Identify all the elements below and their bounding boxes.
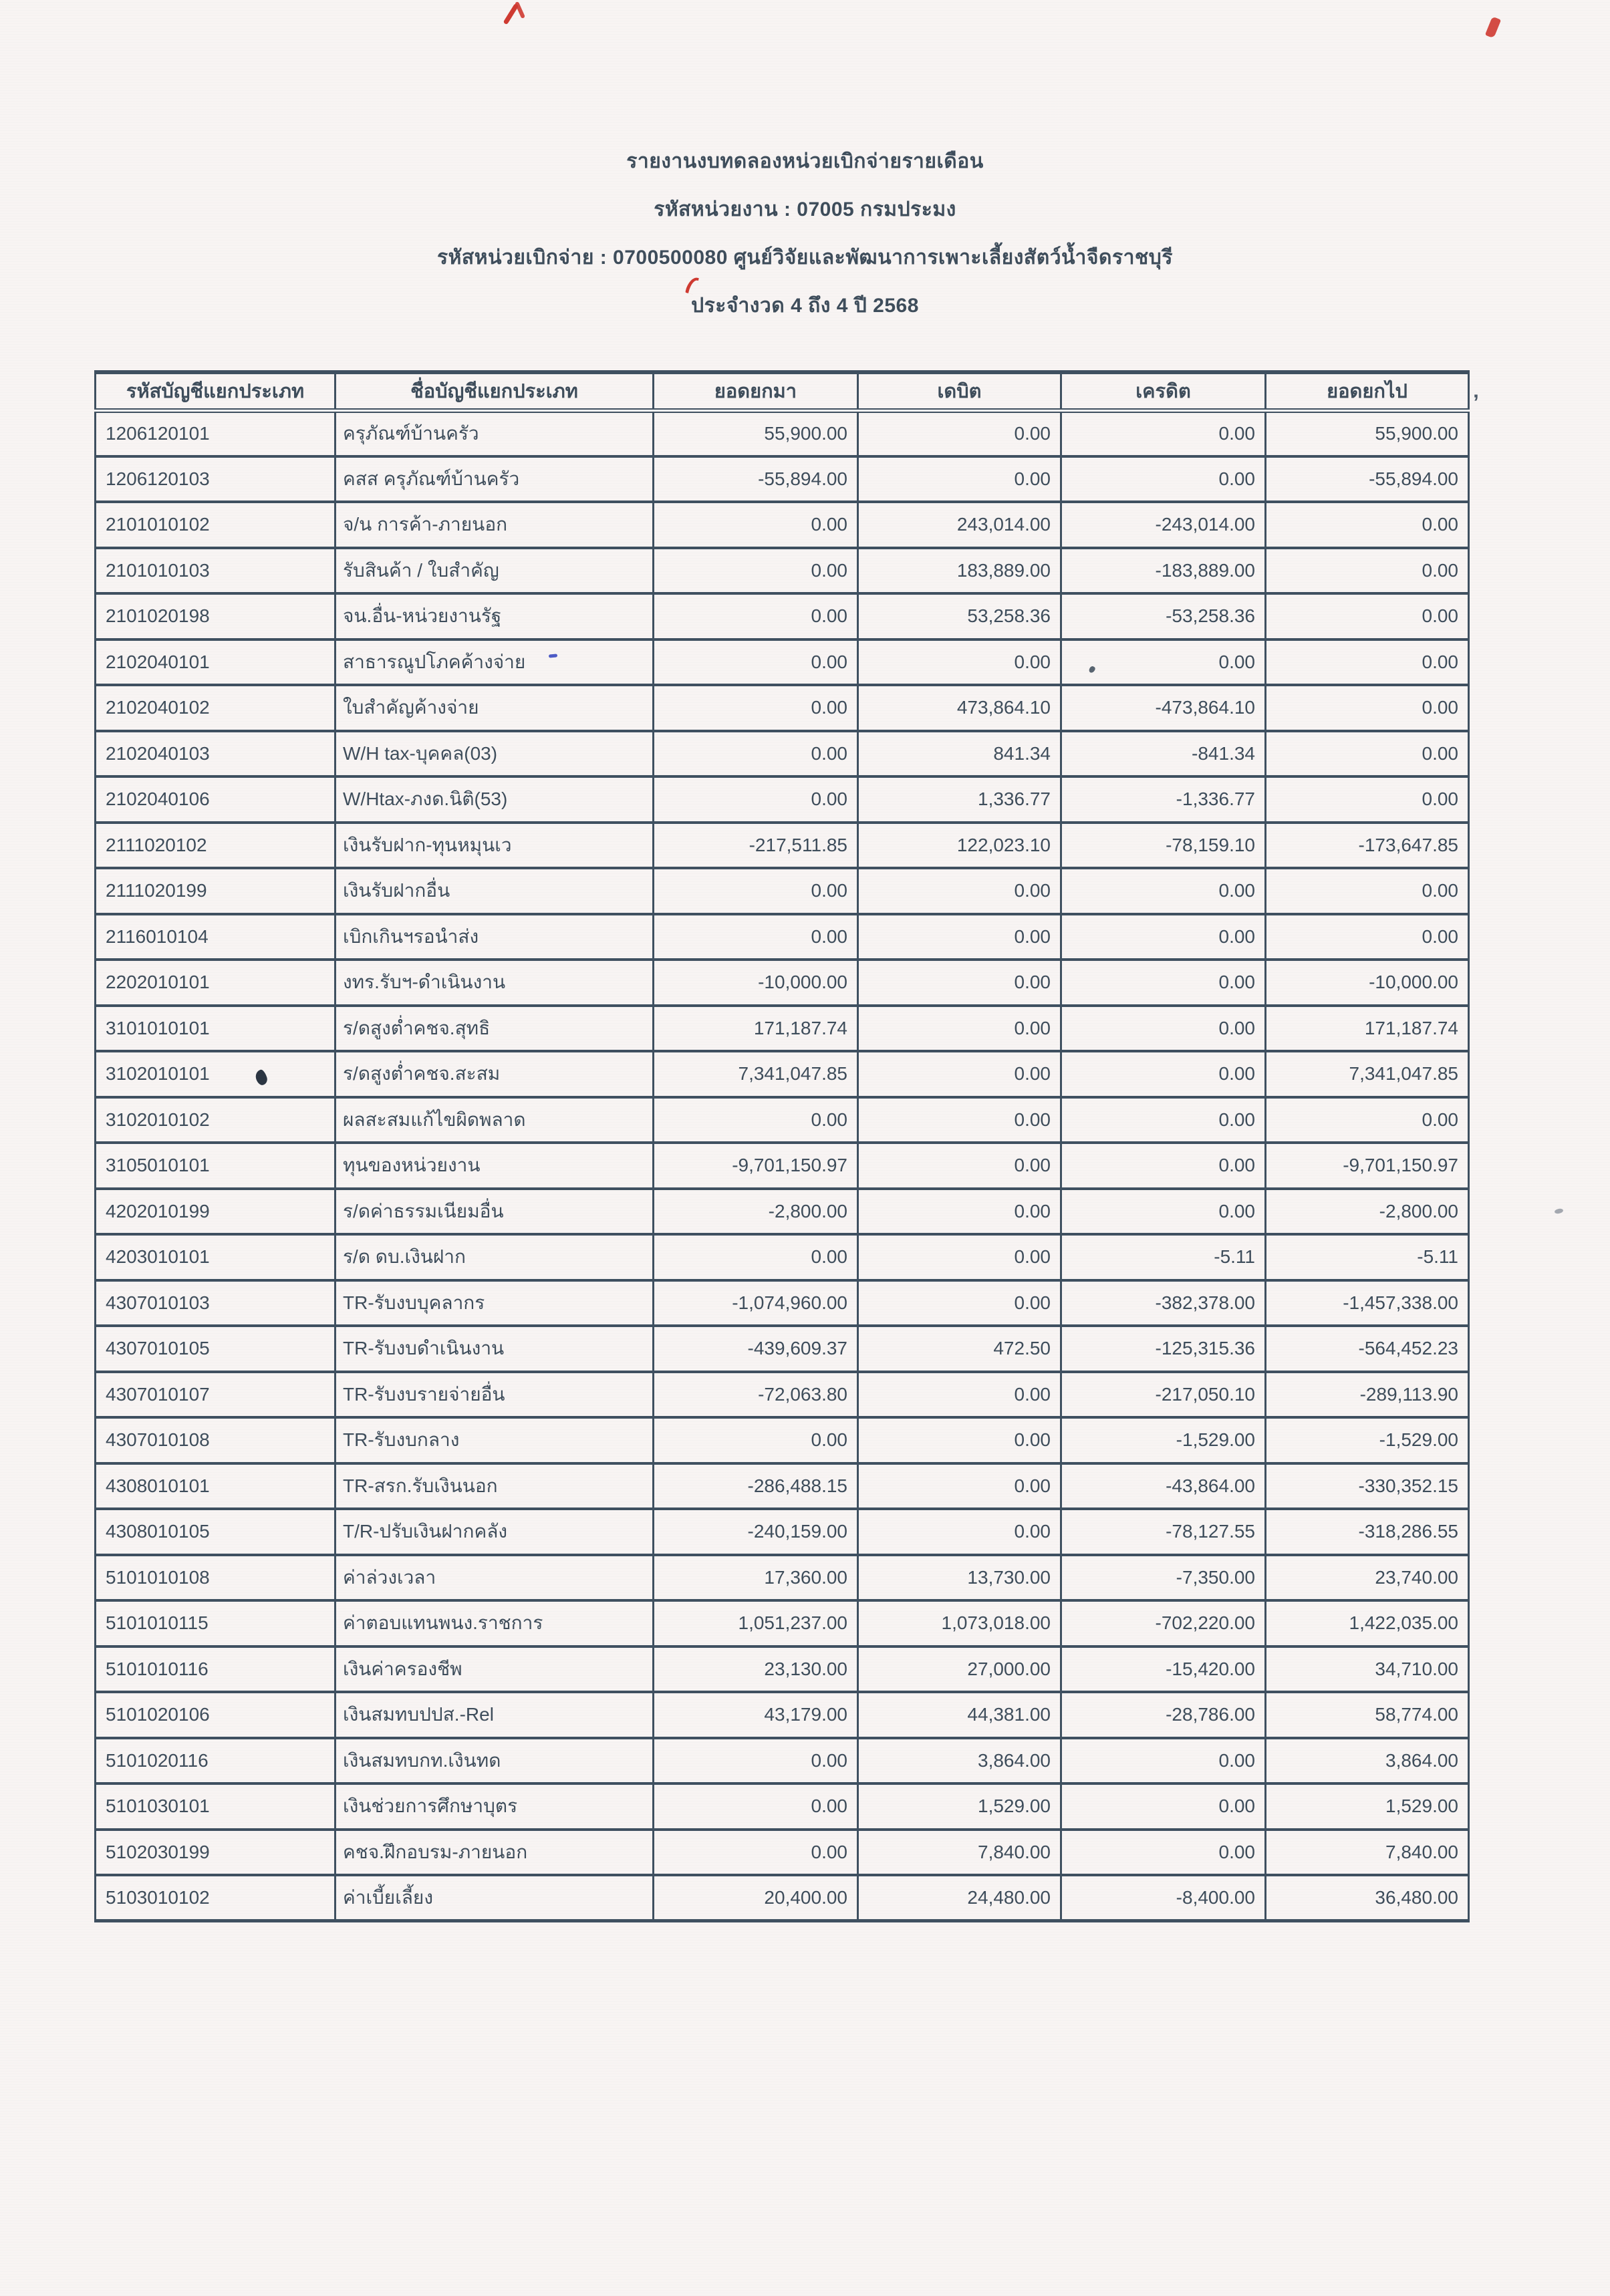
cell-debit: 27,000.00: [858, 1646, 1061, 1693]
cell-ending-balance: 1,422,035.00: [1266, 1600, 1469, 1646]
table-row: [96, 1280, 1469, 1326]
cell-credit: -473,864.10: [1061, 685, 1266, 731]
cell-account-code: 4307010107: [96, 1372, 336, 1418]
cell-account-code: 4307010105: [96, 1326, 336, 1372]
cell-carry-forward: -10,000.00: [654, 960, 858, 1006]
cell-carry-forward: -2,800.00: [654, 1189, 858, 1235]
cell-account-code: 5101010116: [96, 1646, 336, 1693]
cell-account-name: ร/ดค่าธรรมเนียมอื่น: [336, 1189, 654, 1235]
cell-carry-forward: -439,609.37: [654, 1326, 858, 1372]
cell-debit: 472.50: [858, 1326, 1061, 1372]
cell-account-name: ร/ด ดบ.เงินฝาก: [336, 1234, 654, 1280]
cell-debit: 0.00: [858, 1234, 1061, 1280]
cell-credit: 0.00: [1061, 456, 1266, 503]
cell-account-name: ร/ดสูงต่ำคชจ.สะสม: [336, 1051, 654, 1097]
cell-debit: 0.00: [858, 456, 1061, 503]
cell-account-code: 5101030101: [96, 1783, 336, 1830]
cell-ending-balance: -1,529.00: [1266, 1417, 1469, 1463]
report-title: รายงานงบทดลองหน่วยเบิกจ่ายรายเดือน: [626, 150, 984, 172]
cell-credit: 0.00: [1061, 1051, 1266, 1097]
cell-credit: -243,014.00: [1061, 502, 1266, 548]
cell-account-code: 4308010105: [96, 1509, 336, 1555]
cell-account-name: W/H tax-บุคคล(03): [336, 731, 654, 777]
cell-ending-balance: 23,740.00: [1266, 1555, 1469, 1601]
cell-account-code: 2101010102: [96, 502, 336, 548]
table-row: [96, 1555, 1469, 1601]
table-row: [96, 593, 1469, 639]
cell-credit: -125,315.36: [1061, 1326, 1266, 1372]
cell-carry-forward: 7,341,047.85: [654, 1051, 858, 1097]
cell-credit: -5.11: [1061, 1234, 1266, 1280]
ink-speck: [1554, 1208, 1563, 1215]
cell-ending-balance: -9,701,150.97: [1266, 1143, 1469, 1189]
cell-credit: 0.00: [1061, 1783, 1266, 1830]
cell-account-name: TR-รับงบรายจ่ายอื่น: [336, 1372, 654, 1418]
cell-debit: 0.00: [858, 639, 1061, 686]
cell-debit: 0.00: [858, 1189, 1061, 1235]
cell-account-code: 3102010101: [96, 1051, 336, 1097]
cell-account-code: 4203010101: [96, 1234, 336, 1280]
cell-credit: 0.00: [1061, 1830, 1266, 1876]
stray-comma-mark: ’: [1473, 390, 1479, 414]
cell-debit: 0.00: [858, 1509, 1061, 1555]
cell-account-name: เงินรับฝากอื่น: [336, 868, 654, 914]
cell-account-code: 3102010102: [96, 1097, 336, 1143]
cell-credit: 0.00: [1061, 639, 1266, 686]
agency-code-line: รหัสหน่วยงาน : 07005 กรมประมง: [654, 198, 956, 221]
cell-debit: 0.00: [858, 1372, 1061, 1418]
cell-credit: 0.00: [1061, 1097, 1266, 1143]
disbursement-unit-line: รหัสหน่วยเบิกจ่าย : 0700500080 ศูนย์วิจัยและพัฒนาการเพาะเลี้ยงสัตว์น้ำจืดราชบุรี: [437, 247, 1173, 269]
cell-account-name: สาธารณูปโภคค้างจ่าย: [336, 639, 654, 686]
table-row: [96, 639, 1469, 686]
cell-debit: 0.00: [858, 914, 1061, 960]
cell-debit: 0.00: [858, 1143, 1061, 1189]
cell-carry-forward: 23,130.00: [654, 1646, 858, 1693]
cell-credit: 0.00: [1061, 960, 1266, 1006]
cell-debit: 0.00: [858, 410, 1061, 456]
cell-account-name: เงินช่วยการศึกษาบุตร: [336, 1783, 654, 1830]
cell-debit: 1,336.77: [858, 776, 1061, 823]
cell-credit: 0.00: [1061, 410, 1266, 456]
table-row: [96, 960, 1469, 1006]
table-row: [96, 1234, 1469, 1280]
cell-account-name: ใบสำคัญค้างจ่าย: [336, 685, 654, 731]
cell-ending-balance: 0.00: [1266, 593, 1469, 639]
cell-account-name: เงินรับฝาก-ทุนหมุนเว: [336, 823, 654, 869]
cell-account-code: 4307010108: [96, 1417, 336, 1463]
cell-carry-forward: -240,159.00: [654, 1509, 858, 1555]
cell-credit: -382,378.00: [1061, 1280, 1266, 1326]
cell-account-code: 5103010102: [96, 1875, 336, 1921]
cell-ending-balance: 0.00: [1266, 548, 1469, 594]
cell-account-name: งทร.รับฯ-ดำเนินงาน: [336, 960, 654, 1006]
cell-account-name: เงินค่าครองชีพ: [336, 1646, 654, 1693]
column-header-account-code: รหัสบัญชีแยกประเภท: [96, 372, 336, 410]
cell-credit: -8,400.00: [1061, 1875, 1266, 1921]
cell-debit: 53,258.36: [858, 593, 1061, 639]
cell-debit: 0.00: [858, 1463, 1061, 1510]
cell-credit: 0.00: [1061, 1189, 1266, 1235]
cell-account-code: 1206120103: [96, 456, 336, 503]
cell-carry-forward: -217,511.85: [654, 823, 858, 869]
cell-carry-forward: 0.00: [654, 914, 858, 960]
cell-ending-balance: 7,341,047.85: [1266, 1051, 1469, 1097]
cell-account-code: 2202010101: [96, 960, 336, 1006]
cell-account-name: เงินสมทบปปส.-Rel: [336, 1692, 654, 1738]
cell-account-code: 2101020198: [96, 593, 336, 639]
cell-carry-forward: 0.00: [654, 868, 858, 914]
cell-ending-balance: 1,529.00: [1266, 1783, 1469, 1830]
table-row: [96, 731, 1469, 777]
cell-account-code: 1206120101: [96, 410, 336, 456]
table-row: [96, 1600, 1469, 1646]
cell-account-name: จน.อื่น-หน่วยงานรัฐ: [336, 593, 654, 639]
cell-account-name: ผลสะสมแก้ไขผิดพลาด: [336, 1097, 654, 1143]
table-row: [96, 456, 1469, 503]
cell-debit: 0.00: [858, 868, 1061, 914]
cell-account-code: 2116010104: [96, 914, 336, 960]
cell-ending-balance: 36,480.00: [1266, 1875, 1469, 1921]
cell-account-name: คสส ครุภัณฑ์บ้านครัว: [336, 456, 654, 503]
cell-credit: 0.00: [1061, 1143, 1266, 1189]
cell-debit: 122,023.10: [858, 823, 1061, 869]
cell-credit: -78,127.55: [1061, 1509, 1266, 1555]
cell-credit: -1,529.00: [1061, 1417, 1266, 1463]
cell-ending-balance: 0.00: [1266, 868, 1469, 914]
cell-account-code: 5101010115: [96, 1600, 336, 1646]
cell-carry-forward: 20,400.00: [654, 1875, 858, 1921]
red-ink-mark: [506, 1, 529, 28]
cell-ending-balance: -2,800.00: [1266, 1189, 1469, 1235]
cell-account-name: T/R-ปรับเงินฝากคลัง: [336, 1509, 654, 1555]
cell-ending-balance: 0.00: [1266, 776, 1469, 823]
cell-account-code: 2102040106: [96, 776, 336, 823]
cell-account-code: 5102030199: [96, 1830, 336, 1876]
red-ink-mark: [1485, 16, 1501, 38]
cell-account-name: W/Htax-ภงด.นิติ(53): [336, 776, 654, 823]
table-row: [96, 502, 1469, 548]
cell-ending-balance: 34,710.00: [1266, 1646, 1469, 1693]
cell-carry-forward: -9,701,150.97: [654, 1143, 858, 1189]
cell-debit: 0.00: [858, 1097, 1061, 1143]
table-row: [96, 1372, 1469, 1418]
column-header-ending-balance: ยอดยกไป: [1266, 372, 1469, 410]
table-row: [96, 914, 1469, 960]
cell-account-code: 5101020106: [96, 1692, 336, 1738]
cell-account-code: 5101010108: [96, 1555, 336, 1601]
table-row: [96, 1417, 1469, 1463]
cell-carry-forward: 0.00: [654, 776, 858, 823]
cell-ending-balance: 0.00: [1266, 731, 1469, 777]
cell-account-name: TR-รับงบบุคลากร: [336, 1280, 654, 1326]
cell-account-name: TR-สรก.รับเงินนอก: [336, 1463, 654, 1510]
table-row: [96, 548, 1469, 594]
table-row: [96, 410, 1469, 456]
table-row: [96, 1051, 1469, 1097]
cell-credit: -78,159.10: [1061, 823, 1266, 869]
cell-debit: 7,840.00: [858, 1830, 1061, 1876]
table-row: [96, 868, 1469, 914]
table-row: [96, 1463, 1469, 1510]
cell-carry-forward: 0.00: [654, 731, 858, 777]
cell-carry-forward: 43,179.00: [654, 1692, 858, 1738]
cell-debit: 3,864.00: [858, 1738, 1061, 1784]
cell-carry-forward: 0.00: [654, 685, 858, 731]
cell-debit: 473,864.10: [858, 685, 1061, 731]
cell-account-name: ค่าตอบแทนพนง.ราชการ: [336, 1600, 654, 1646]
cell-account-name: TR-รับงบดำเนินงาน: [336, 1326, 654, 1372]
cell-credit: 0.00: [1061, 1738, 1266, 1784]
cell-carry-forward: 0.00: [654, 1417, 858, 1463]
period-line: ประจำงวด 4 ถึง 4 ปี 2568: [691, 295, 919, 317]
trial-balance-table: [94, 370, 1470, 1922]
table-row: [96, 823, 1469, 869]
cell-carry-forward: 0.00: [654, 502, 858, 548]
cell-ending-balance: 0.00: [1266, 914, 1469, 960]
cell-credit: -15,420.00: [1061, 1646, 1266, 1693]
cell-debit: 0.00: [858, 1051, 1061, 1097]
cell-account-code: 4307010103: [96, 1280, 336, 1326]
cell-account-code: 2102040101: [96, 639, 336, 686]
table-row: [96, 1783, 1469, 1830]
cell-debit: 1,529.00: [858, 1783, 1061, 1830]
cell-ending-balance: -173,647.85: [1266, 823, 1469, 869]
table-row: [96, 1830, 1469, 1876]
table-row: [96, 1189, 1469, 1235]
cell-debit: 1,073,018.00: [858, 1600, 1061, 1646]
table-row: [96, 1646, 1469, 1693]
cell-debit: 24,480.00: [858, 1875, 1061, 1921]
table-row: [96, 1692, 1469, 1738]
cell-credit: -217,050.10: [1061, 1372, 1266, 1418]
cell-account-name: คชจ.ฝึกอบรม-ภายนอก: [336, 1830, 654, 1876]
cell-ending-balance: -1,457,338.00: [1266, 1280, 1469, 1326]
cell-account-code: 2111020102: [96, 823, 336, 869]
cell-carry-forward: -72,063.80: [654, 1372, 858, 1418]
cell-credit: -7,350.00: [1061, 1555, 1266, 1601]
cell-carry-forward: 0.00: [654, 1830, 858, 1876]
cell-account-name: ทุนของหน่วยงาน: [336, 1143, 654, 1189]
table-row: [96, 1097, 1469, 1143]
table-row: [96, 1326, 1469, 1372]
table-row: [96, 1738, 1469, 1784]
table-body: [96, 410, 1469, 1921]
cell-debit: 0.00: [858, 1417, 1061, 1463]
cell-account-name: ร/ดสูงต่ำคชจ.สุทธิ: [336, 1006, 654, 1052]
cell-carry-forward: -1,074,960.00: [654, 1280, 858, 1326]
cell-credit: 0.00: [1061, 1006, 1266, 1052]
cell-account-code: 5101020116: [96, 1738, 336, 1784]
cell-account-name: รับสินค้า / ใบสำคัญ: [336, 548, 654, 594]
cell-ending-balance: -5.11: [1266, 1234, 1469, 1280]
cell-account-code: 4202010199: [96, 1189, 336, 1235]
cell-debit: 183,889.00: [858, 548, 1061, 594]
column-header-debit: เดบิต: [858, 372, 1061, 410]
cell-ending-balance: 3,864.00: [1266, 1738, 1469, 1784]
table-row: [96, 776, 1469, 823]
cell-carry-forward: 0.00: [654, 1738, 858, 1784]
cell-credit: -53,258.36: [1061, 593, 1266, 639]
cell-debit: 243,014.00: [858, 502, 1061, 548]
cell-account-code: 3105010101: [96, 1143, 336, 1189]
cell-carry-forward: 171,187.74: [654, 1006, 858, 1052]
cell-ending-balance: -564,452.23: [1266, 1326, 1469, 1372]
cell-credit: -28,786.00: [1061, 1692, 1266, 1738]
cell-debit: 0.00: [858, 1280, 1061, 1326]
cell-carry-forward: 0.00: [654, 1234, 858, 1280]
cell-account-code: 3101010101: [96, 1006, 336, 1052]
cell-carry-forward: 1,051,237.00: [654, 1600, 858, 1646]
cell-ending-balance: 0.00: [1266, 1097, 1469, 1143]
cell-debit: 13,730.00: [858, 1555, 1061, 1601]
column-header-account-name: ชื่อบัญชีแยกประเภท: [336, 372, 654, 410]
cell-carry-forward: 0.00: [654, 593, 858, 639]
cell-carry-forward: 0.00: [654, 1783, 858, 1830]
table-row: [96, 1143, 1469, 1189]
cell-carry-forward: 17,360.00: [654, 1555, 858, 1601]
cell-account-code: 2102040103: [96, 731, 336, 777]
cell-account-name: เงินสมทบกท.เงินทด: [336, 1738, 654, 1784]
cell-debit: 0.00: [858, 960, 1061, 1006]
cell-credit: -1,336.77: [1061, 776, 1266, 823]
cell-debit: 44,381.00: [858, 1692, 1061, 1738]
column-header-credit: เครดิต: [1061, 372, 1266, 410]
table-header-row: [96, 372, 1469, 410]
cell-ending-balance: 55,900.00: [1266, 410, 1469, 456]
table-row: [96, 1006, 1469, 1052]
cell-account-name: เบิกเกินฯรอนำส่ง: [336, 914, 654, 960]
cell-account-code: 4308010101: [96, 1463, 336, 1510]
cell-carry-forward: -286,488.15: [654, 1463, 858, 1510]
cell-ending-balance: 7,840.00: [1266, 1830, 1469, 1876]
cell-credit: -841.34: [1061, 731, 1266, 777]
cell-ending-balance: -289,113.90: [1266, 1372, 1469, 1418]
cell-debit: 841.34: [858, 731, 1061, 777]
cell-credit: -702,220.00: [1061, 1600, 1266, 1646]
cell-account-code: 2111020199: [96, 868, 336, 914]
cell-ending-balance: 171,187.74: [1266, 1006, 1469, 1052]
cell-ending-balance: -330,352.15: [1266, 1463, 1469, 1510]
cell-account-name: ค่าล่วงเวลา: [336, 1555, 654, 1601]
column-header-carry-forward: ยอดยกมา: [654, 372, 858, 410]
cell-carry-forward: 0.00: [654, 1097, 858, 1143]
cell-credit: 0.00: [1061, 914, 1266, 960]
table-row: [96, 1509, 1469, 1555]
table-row: [96, 685, 1469, 731]
cell-account-name: จ/น การค้า-ภายนอก: [336, 502, 654, 548]
cell-account-name: TR-รับงบกลาง: [336, 1417, 654, 1463]
cell-carry-forward: 55,900.00: [654, 410, 858, 456]
cell-ending-balance: 0.00: [1266, 639, 1469, 686]
cell-credit: -183,889.00: [1061, 548, 1266, 594]
cell-ending-balance: 0.00: [1266, 685, 1469, 731]
cell-credit: 0.00: [1061, 868, 1266, 914]
cell-debit: 0.00: [858, 1006, 1061, 1052]
cell-ending-balance: -55,894.00: [1266, 456, 1469, 503]
cell-carry-forward: 0.00: [654, 639, 858, 686]
cell-ending-balance: -318,286.55: [1266, 1509, 1469, 1555]
cell-ending-balance: 0.00: [1266, 502, 1469, 548]
cell-account-name: ค่าเบี้ยเลี้ยง: [336, 1875, 654, 1921]
cell-carry-forward: 0.00: [654, 548, 858, 594]
cell-ending-balance: 58,774.00: [1266, 1692, 1469, 1738]
table-row: [96, 1875, 1469, 1921]
cell-ending-balance: -10,000.00: [1266, 960, 1469, 1006]
cell-credit: -43,864.00: [1061, 1463, 1266, 1510]
cell-carry-forward: -55,894.00: [654, 456, 858, 503]
cell-account-code: 2102040102: [96, 685, 336, 731]
cell-account-code: 2101010103: [96, 548, 336, 594]
cell-account-name: ครุภัณฑ์บ้านครัว: [336, 410, 654, 456]
